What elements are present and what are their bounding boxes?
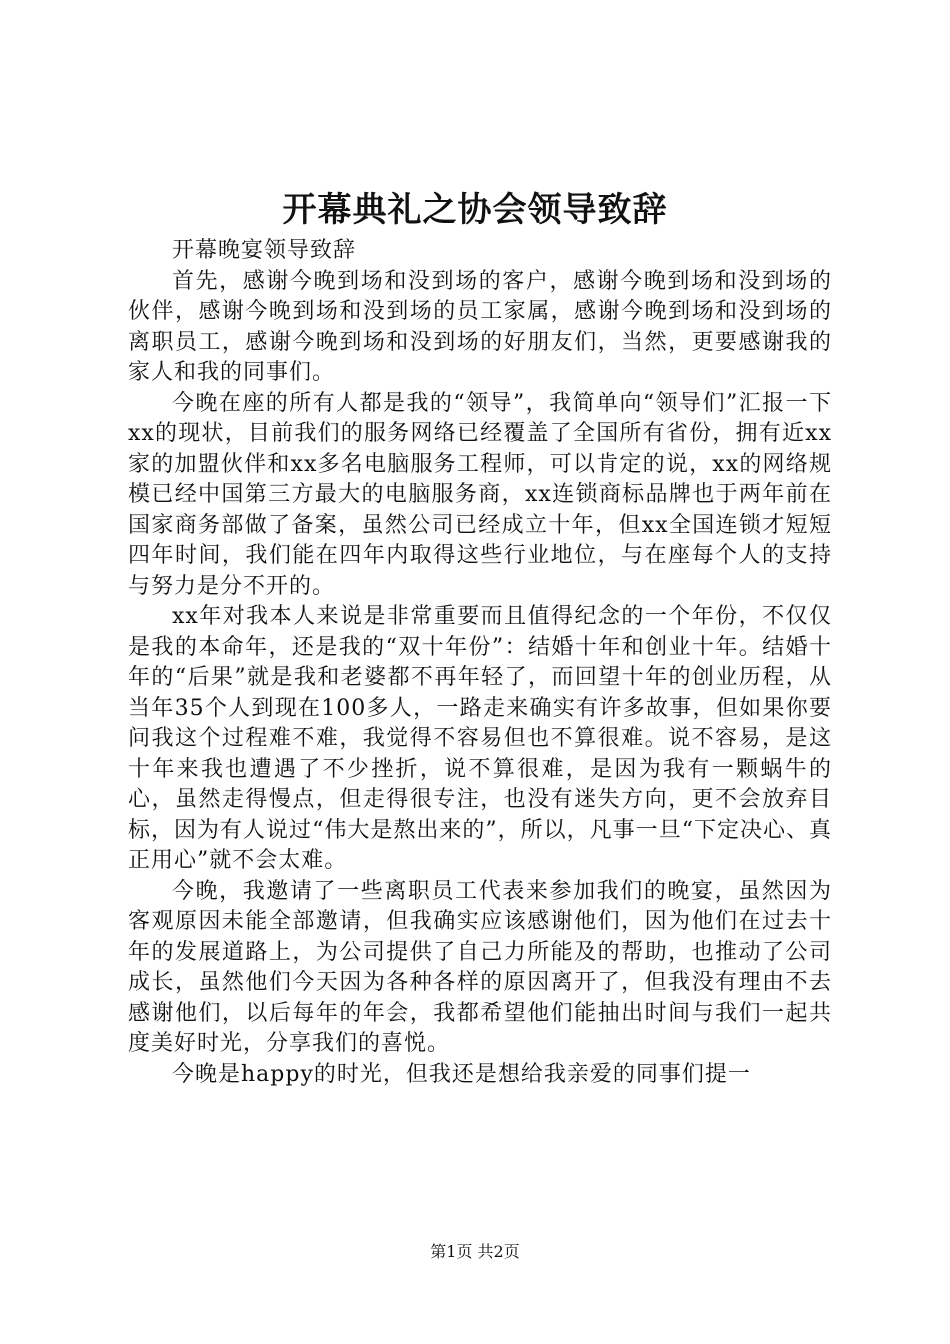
document-body	[128, 236, 832, 1090]
document-subtitle: 开幕晚宴领导致辞	[172, 238, 357, 263]
paragraph: xx年对我本人来说是非常重要而且值得纪念的一个年份，不仅仅是我的本命年，还是我的“双十年份”：结婚十年和创业十年。结婚十年的“后果”就是我和老婆都不再年轻了，而回望十年的创业历程，从当年35个人到现在100多人，一路走来确实有许多故事，但如果你要问我这个过程难不难，我觉得不容易但也不算很难。说不容易，是这十年来我也遭遇了不少挫折，说不算很难，是因为我有一颗蜗牛的心，虽然走得慢点，但走得很专注，也没有迷失方向，更不会放弃目标，因为有人说过“伟大是熬出来的”，所以，凡事一旦“下定决心、真正用心”就不会太难。	[128, 604, 832, 873]
document-title: 开幕典礼之协会领导致辞	[282, 190, 668, 230]
paragraph: 首先，感谢今晚到场和没到场的客户，感谢今晚到场和没到场的伙伴，感谢今晚到场和没到场的员工家属，感谢今晚到场和没到场的离职员工，感谢今晚到场和没到场的好朋友们，当然，更要感谢我的家人和我的同事们。	[128, 268, 832, 385]
paragraph: 今晚在座的所有人都是我的“领导”，我简单向“领导们”汇报一下xx的现状，目前我们的服务网络已经覆盖了全国所有省份，拥有近xx家的加盟伙伴和xx多名电脑服务工程师，可以肯定的说，xx的网络规模已经中国第三方最大的电脑服务商，xx连锁商标品牌也于两年前在国家商务部做了备案，虽然公司已经成立十年，但xx全国连锁才短短四年时间，我们能在四年内取得这些行业地位，与在座每个人的支持与努力是分不开的。	[128, 390, 832, 599]
page-number-footer: 第1页 共2页	[430, 1242, 520, 1261]
paragraph: 今晚是happy的时光，但我还是想给我亲爱的同事们提一	[172, 1061, 751, 1087]
paragraph: 今晚，我邀请了一些离职员工代表来参加我们的晚宴，虽然因为客观原因未能全部邀请，但我确实应该感谢他们，因为他们在过去十年的发展道路上，为公司提供了自己力所能及的帮助，也推动了公司成长，虽然他们今天因为各种各样的原因离开了，但我没有理由不去感谢他们，以后每年的年会，我都希望他们能抽出时间与我们一起共度美好时光，分享我们的喜悦。	[128, 878, 832, 1056]
